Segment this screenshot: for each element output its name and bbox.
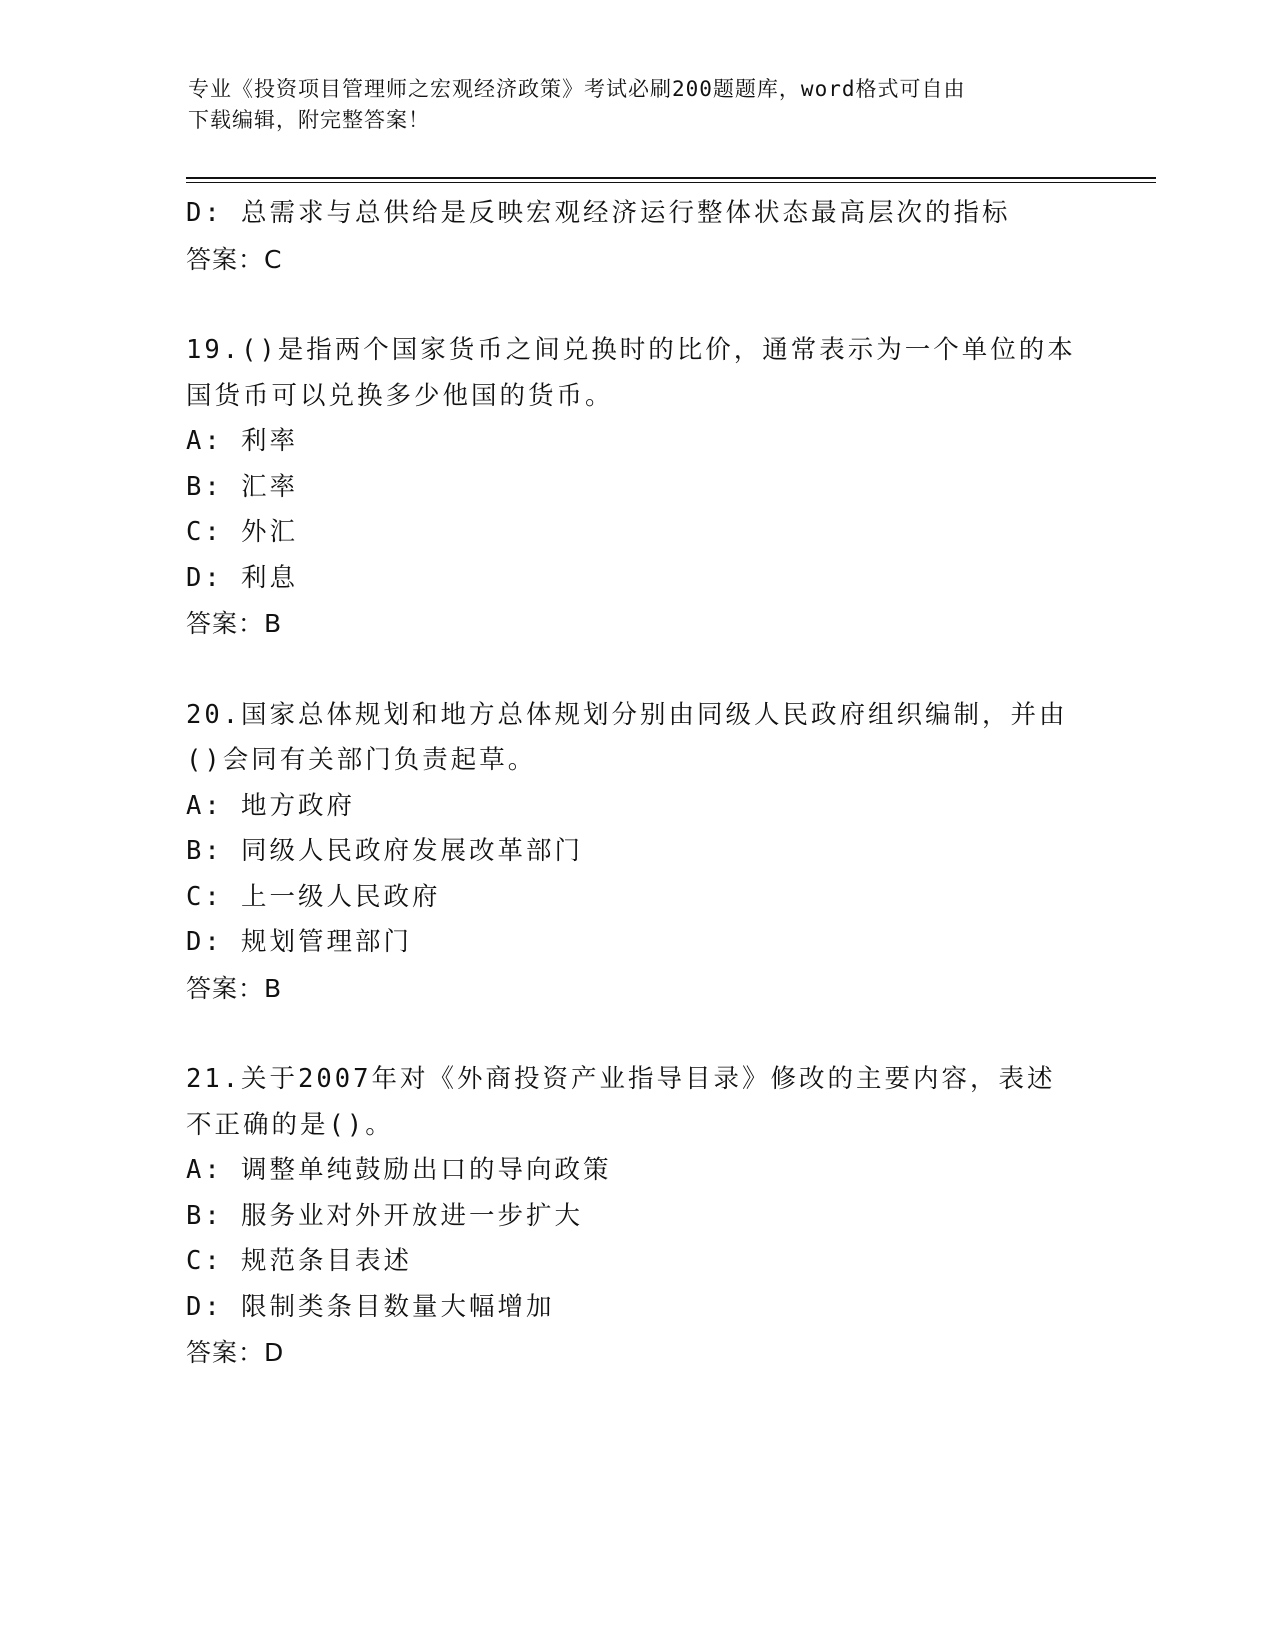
question-text-line-2: ()会同有关部门负责起草。 <box>186 745 537 775</box>
option-b: B: 服务业对外开放进一步扩大 <box>186 1200 584 1231</box>
answer-line: 答案：C <box>186 244 283 274</box>
question-list <box>186 191 1086 1376</box>
spacer <box>186 1011 1086 1057</box>
header-divider-thin <box>186 182 1156 183</box>
option-d: D: 限制类条目数量大幅增加 <box>186 1291 555 1322</box>
spacer <box>186 647 1086 693</box>
option-b: B: 同级人民政府发展改革部门 <box>186 836 584 866</box>
option-d: D: 规划管理部门 <box>186 927 413 957</box>
spacer <box>186 282 1086 328</box>
answer-line: 答案：D <box>186 1338 285 1367</box>
question-20 <box>186 693 1086 1012</box>
answer-line: 答案：B <box>186 609 283 638</box>
option-b: B: 汇率 <box>186 471 299 502</box>
question-21 <box>186 1057 1086 1376</box>
option-c: C: 上一级人民政府 <box>186 881 441 912</box>
option-d: D: 总需求与总供给是反映宏观经济运行整体状态最高层次的指标 <box>186 198 1011 228</box>
previous-question-tail <box>186 191 1086 282</box>
question-text-line-1: 19.()是指两个国家货币之间兑换时的比价，通常表示为一个单位的本 <box>186 335 1076 365</box>
document-header <box>188 74 1068 136</box>
option-d: D: 利息 <box>186 562 299 593</box>
option-c: C: 外汇 <box>186 517 299 547</box>
header-line-2: 下载编辑，附完整答案！ <box>188 108 430 132</box>
question-text-line-1: 21.关于2007年对《外商投资产业指导目录》修改的主要内容，表述 <box>186 1064 1056 1094</box>
option-a: A: 地方政府 <box>186 790 356 821</box>
option-c: C: 规范条目表述 <box>186 1246 413 1276</box>
header-line-1: 专业《投资项目管理师之宏观经济政策》考试必刷200题题库，word格式可自由 <box>188 77 966 101</box>
question-text-line-2: 国货币可以兑换多少他国的货币。 <box>186 380 614 411</box>
question-text-line-2: 不正确的是()。 <box>186 1109 394 1140</box>
question-text-line-1: 20.国家总体规划和地方总体规划分别由同级人民政府组织编制，并由 <box>186 699 1068 730</box>
answer-line: 答案：B <box>186 973 283 1003</box>
header-divider-thick <box>186 177 1156 179</box>
question-19 <box>186 328 1086 647</box>
option-a: A: 调整单纯鼓励出口的导向政策 <box>186 1155 612 1185</box>
option-a: A: 利率 <box>186 426 299 456</box>
